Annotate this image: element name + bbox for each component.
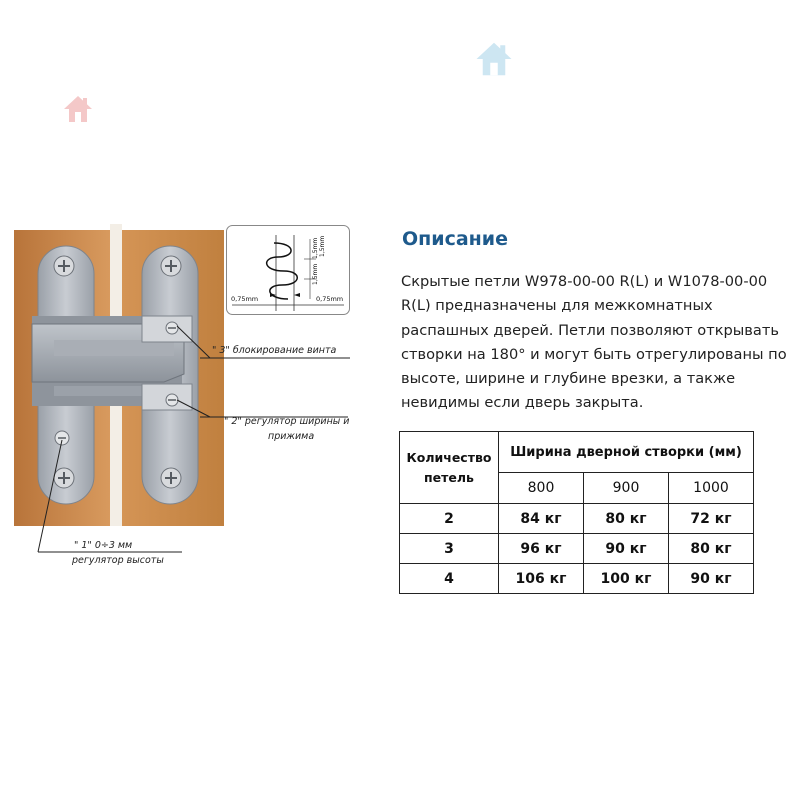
table-row <box>400 564 754 594</box>
callout-lock-screw: " 3" блокирование винта <box>212 345 337 356</box>
section-title: Описание <box>402 228 509 250</box>
width-1000: 1000 <box>669 473 754 504</box>
table-row <box>400 534 754 564</box>
callout-width-adjust: " 2" регулятор ширины и <box>224 416 350 427</box>
load-value: 96 кг <box>499 534 584 564</box>
right-dim-label: 0,75mm <box>316 295 344 303</box>
width-group-header: Ширина дверной створки (мм) <box>499 432 754 473</box>
tolerance-diagram <box>226 225 350 315</box>
callout-width-adjust-2: прижима <box>268 431 315 442</box>
load-value: 90 кг <box>584 534 669 564</box>
hinge-count: 3 <box>400 534 499 564</box>
table-row <box>400 504 754 534</box>
left-dim-label: 0,75mm <box>231 295 259 303</box>
dim-a-label: 1,5mm <box>312 237 319 259</box>
hinge-count: 2 <box>400 504 499 534</box>
load-value: 80 кг <box>669 534 754 564</box>
load-value: 90 кг <box>669 564 754 594</box>
load-value: 100 кг <box>584 564 669 594</box>
row-header: Количество петель <box>400 432 499 504</box>
load-value: 84 кг <box>499 504 584 534</box>
load-value: 80 кг <box>584 504 669 534</box>
hinge-count: 4 <box>400 564 499 594</box>
callout-height-adjust: " 1" 0÷3 мм <box>74 540 133 551</box>
dim-b-label: 1,5mm <box>319 235 326 257</box>
load-value: 106 кг <box>499 564 584 594</box>
callout-height-adjust-2: регулятор высоты <box>72 555 164 566</box>
load-table <box>399 431 754 594</box>
load-value: 72 кг <box>669 504 754 534</box>
width-900: 900 <box>584 473 669 504</box>
dim-c-label: 1,5mm <box>312 263 319 285</box>
width-800: 800 <box>499 473 584 504</box>
description-text: Скрытые петли W978-00-00 R(L) и W1078-00-00 R(L) предназначены для межкомнатных распашных дверей. Петли позволяют открывать створки на 180° и могут быть отрегулированы по высоте, ширине и глубине врезки, а также невидимы если дверь закрыта. <box>401 273 787 412</box>
